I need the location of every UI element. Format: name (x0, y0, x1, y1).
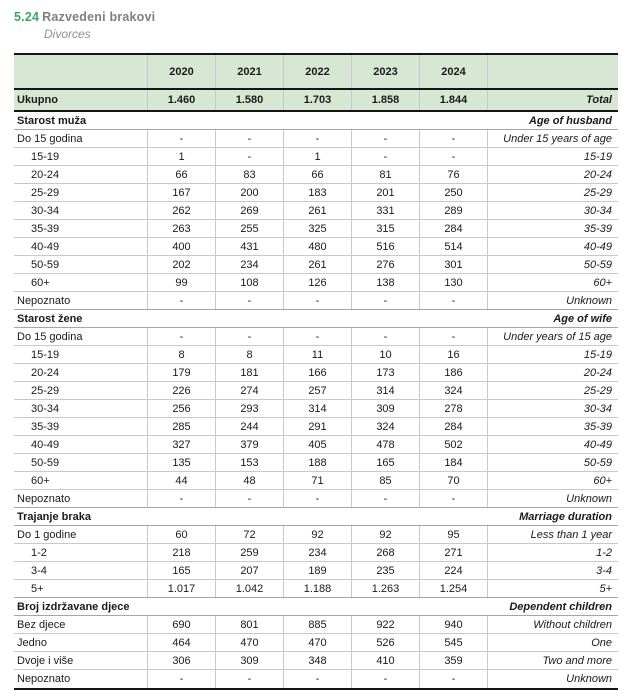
header-english-spacer (487, 55, 618, 88)
value-cell: - (419, 328, 487, 345)
value-cell: 173 (351, 364, 419, 381)
section-row (14, 508, 618, 526)
value-cell: 502 (419, 436, 487, 453)
value-cell: 276 (351, 256, 419, 273)
value-cell: - (283, 490, 351, 507)
value-cell: 315 (351, 220, 419, 237)
value-cell: 218 (147, 544, 215, 561)
value-cell: 278 (419, 400, 487, 417)
total-label-en: Total (487, 90, 618, 110)
value-cell: 8 (215, 346, 283, 363)
value-cell: 48 (215, 472, 283, 489)
value-cell: 309 (215, 652, 283, 669)
value-cell: 268 (351, 544, 419, 561)
value-cell: 10 (351, 346, 419, 363)
value-cell: - (351, 670, 419, 688)
value-cell: - (147, 670, 215, 688)
header-label-spacer (14, 55, 147, 88)
table-row (14, 274, 618, 292)
value-cell: 289 (419, 202, 487, 219)
value-cell: 95 (419, 526, 487, 543)
value-cell: 259 (215, 544, 283, 561)
value-cell: - (215, 670, 283, 688)
table-row (14, 184, 618, 202)
value-cell: 126 (283, 274, 351, 291)
total-row (14, 90, 618, 112)
table-body (14, 112, 618, 688)
value-cell: 348 (283, 652, 351, 669)
value-cell: 244 (215, 418, 283, 435)
value-cell: 224 (419, 562, 487, 579)
divorces-table (14, 53, 618, 690)
row-label-en: Under 15 years of age (487, 130, 618, 147)
value-cell: 153 (215, 454, 283, 471)
value-cell: 274 (215, 382, 283, 399)
value-cell: 234 (215, 256, 283, 273)
value-cell: - (419, 130, 487, 147)
value-cell: - (283, 292, 351, 309)
value-cell: 186 (419, 364, 487, 381)
value-cell: 188 (283, 454, 351, 471)
row-label: 30-34 (31, 204, 60, 217)
total-value: 1.580 (215, 90, 283, 110)
table-title (14, 10, 632, 24)
row-label: 25-29 (31, 186, 60, 199)
row-label-en: One (487, 634, 618, 651)
value-cell: 285 (147, 418, 215, 435)
row-label-en: 25-29 (487, 382, 618, 399)
value-cell: 690 (147, 616, 215, 633)
value-cell: 71 (283, 472, 351, 489)
value-cell: 200 (215, 184, 283, 201)
value-cell: 201 (351, 184, 419, 201)
value-cell: 72 (215, 526, 283, 543)
value-cell: - (147, 328, 215, 345)
row-label: Nepoznato (17, 673, 71, 685)
value-cell: 207 (215, 562, 283, 579)
year-header-2024: 2024 (419, 55, 487, 88)
value-cell: 284 (419, 418, 487, 435)
table-row (14, 382, 618, 400)
value-cell: 189 (283, 562, 351, 579)
value-cell: 271 (419, 544, 487, 561)
total-label: Ukupno (17, 94, 58, 106)
row-label: Nepoznato (17, 294, 71, 307)
year-header-2023: 2023 (351, 55, 419, 88)
row-label-en: 40-49 (487, 238, 618, 255)
total-value: 1.460 (147, 90, 215, 110)
value-cell: 256 (147, 400, 215, 417)
row-label-en: 25-29 (487, 184, 618, 201)
value-cell: 470 (283, 634, 351, 651)
table-row (14, 490, 618, 508)
value-cell: 464 (147, 634, 215, 651)
value-cell: 1.017 (147, 580, 215, 597)
row-label-en: 60+ (487, 274, 618, 291)
value-cell: 167 (147, 184, 215, 201)
value-cell: 324 (419, 382, 487, 399)
row-label-en: Unknown (487, 490, 618, 507)
value-cell: - (147, 130, 215, 147)
row-label-en: 50-59 (487, 454, 618, 471)
row-label-en: 1-2 (487, 544, 618, 561)
table-row (14, 580, 618, 598)
table-header-row (14, 55, 618, 90)
row-label-en: Unknown (487, 670, 618, 688)
value-cell: - (283, 670, 351, 688)
value-cell: 1.188 (283, 580, 351, 597)
value-cell: 202 (147, 256, 215, 273)
value-cell: 293 (215, 400, 283, 417)
row-label: 15-19 (31, 150, 60, 163)
value-cell: - (419, 148, 487, 165)
section-label-en: Age of wife (553, 312, 612, 325)
row-label: 40-49 (31, 240, 60, 253)
value-cell: 1 (283, 148, 351, 165)
table-row (14, 436, 618, 454)
value-cell: 184 (419, 454, 487, 471)
value-cell: 478 (351, 436, 419, 453)
value-cell: 226 (147, 382, 215, 399)
value-cell: 76 (419, 166, 487, 183)
section-label: Broj izdržavane djece (17, 600, 130, 613)
section-row (14, 112, 618, 130)
row-label-en: 35-39 (487, 220, 618, 237)
value-cell: 922 (351, 616, 419, 633)
value-cell: 181 (215, 364, 283, 381)
row-label-en: 3-4 (487, 562, 618, 579)
row-label: 5+ (31, 582, 44, 595)
row-label-en: 35-39 (487, 418, 618, 435)
value-cell: 309 (351, 400, 419, 417)
row-label: 20-24 (31, 168, 60, 181)
table-row (14, 346, 618, 364)
value-cell: 545 (419, 634, 487, 651)
value-cell: 261 (283, 202, 351, 219)
value-cell: 138 (351, 274, 419, 291)
value-cell: 801 (215, 616, 283, 633)
value-cell: - (419, 670, 487, 688)
value-cell: - (283, 130, 351, 147)
value-cell: - (419, 292, 487, 309)
total-value: 1.858 (351, 90, 419, 110)
row-label: 50-59 (31, 258, 60, 271)
table-row (14, 130, 618, 148)
table-row (14, 652, 618, 670)
value-cell: 263 (147, 220, 215, 237)
table-row (14, 148, 618, 166)
value-cell: 70 (419, 472, 487, 489)
value-cell: 166 (283, 364, 351, 381)
value-cell: 99 (147, 274, 215, 291)
table-row (14, 562, 618, 580)
value-cell: - (215, 292, 283, 309)
table-row (14, 238, 618, 256)
value-cell: 940 (419, 616, 487, 633)
value-cell: 431 (215, 238, 283, 255)
value-cell: 8 (147, 346, 215, 363)
table-row (14, 202, 618, 220)
value-cell: 135 (147, 454, 215, 471)
value-cell: 1.254 (419, 580, 487, 597)
row-label: Do 15 godina (17, 330, 83, 343)
row-label: 35-39 (31, 420, 60, 433)
row-label: 1-2 (31, 546, 47, 559)
table-row (14, 166, 618, 184)
table-row (14, 256, 618, 274)
value-cell: - (351, 328, 419, 345)
table-row (14, 454, 618, 472)
value-cell: 16 (419, 346, 487, 363)
row-label: 60+ (31, 276, 50, 289)
value-cell: - (351, 148, 419, 165)
value-cell: 291 (283, 418, 351, 435)
value-cell: 301 (419, 256, 487, 273)
table-row (14, 472, 618, 490)
value-cell: 81 (351, 166, 419, 183)
value-cell: 314 (283, 400, 351, 417)
value-cell: 92 (351, 526, 419, 543)
value-cell: 379 (215, 436, 283, 453)
row-label-en: 20-24 (487, 166, 618, 183)
row-label-en: 30-34 (487, 400, 618, 417)
value-cell: 83 (215, 166, 283, 183)
value-cell: - (351, 292, 419, 309)
value-cell: 325 (283, 220, 351, 237)
value-cell: 526 (351, 634, 419, 651)
value-cell: 60 (147, 526, 215, 543)
table-row (14, 220, 618, 238)
value-cell: 261 (283, 256, 351, 273)
row-label-en: 20-24 (487, 364, 618, 381)
table-row (14, 526, 618, 544)
section-row (14, 598, 618, 616)
section-label-en: Marriage duration (519, 510, 612, 523)
row-label: 15-19 (31, 348, 60, 361)
row-label: 60+ (31, 474, 50, 487)
value-cell: 1.042 (215, 580, 283, 597)
total-value: 1.703 (283, 90, 351, 110)
value-cell: 306 (147, 652, 215, 669)
value-cell: 359 (419, 652, 487, 669)
value-cell: 1 (147, 148, 215, 165)
value-cell: 183 (283, 184, 351, 201)
value-cell: 327 (147, 436, 215, 453)
value-cell: 235 (351, 562, 419, 579)
value-cell: 269 (215, 202, 283, 219)
section-label-en: Age of husband (528, 114, 612, 127)
row-label-en: 5+ (487, 580, 618, 597)
value-cell: - (283, 328, 351, 345)
row-label-en: Unknown (487, 292, 618, 309)
table-row (14, 328, 618, 346)
page-title: Razvedeni brakovi (42, 10, 156, 24)
value-cell: 130 (419, 274, 487, 291)
row-label: 50-59 (31, 456, 60, 469)
row-label: Nepoznato (17, 492, 71, 505)
table-row (14, 670, 618, 688)
value-cell: 516 (351, 238, 419, 255)
row-label-en: Less than 1 year (487, 526, 618, 543)
row-label: 25-29 (31, 384, 60, 397)
table-number: 5.24 (14, 10, 40, 24)
row-label-en: 15-19 (487, 148, 618, 165)
row-label: 20-24 (31, 366, 60, 379)
value-cell: 250 (419, 184, 487, 201)
table-row (14, 418, 618, 436)
value-cell: 314 (351, 382, 419, 399)
value-cell: - (147, 490, 215, 507)
value-cell: - (215, 130, 283, 147)
value-cell: 284 (419, 220, 487, 237)
row-label-en: 40-49 (487, 436, 618, 453)
value-cell: 11 (283, 346, 351, 363)
section-label: Starost muža (17, 114, 87, 127)
row-label: Do 15 godina (17, 132, 83, 145)
value-cell: 257 (283, 382, 351, 399)
value-cell: - (215, 490, 283, 507)
value-cell: 470 (215, 634, 283, 651)
value-cell: 66 (147, 166, 215, 183)
value-cell: 1.263 (351, 580, 419, 597)
row-label: Bez djece (17, 618, 66, 631)
row-label: 3-4 (31, 564, 47, 577)
value-cell: - (215, 148, 283, 165)
table-row (14, 616, 618, 634)
table-row (14, 634, 618, 652)
value-cell: - (351, 490, 419, 507)
value-cell: - (419, 490, 487, 507)
section-label: Trajanje braka (17, 510, 91, 523)
value-cell: 255 (215, 220, 283, 237)
total-value: 1.844 (419, 90, 487, 110)
value-cell: 108 (215, 274, 283, 291)
value-cell: 324 (351, 418, 419, 435)
value-cell: 234 (283, 544, 351, 561)
table-row (14, 400, 618, 418)
value-cell: 262 (147, 202, 215, 219)
value-cell: 92 (283, 526, 351, 543)
row-label-en: 15-19 (487, 346, 618, 363)
value-cell: - (215, 328, 283, 345)
section-row (14, 310, 618, 328)
value-cell: 331 (351, 202, 419, 219)
table-row (14, 292, 618, 310)
value-cell: 405 (283, 436, 351, 453)
section-label-en: Dependent children (509, 600, 612, 613)
row-label: Jedno (17, 636, 47, 649)
year-header-2021: 2021 (215, 55, 283, 88)
row-label: 35-39 (31, 222, 60, 235)
value-cell: 165 (351, 454, 419, 471)
section-label: Starost žene (17, 312, 83, 325)
year-header-2022: 2022 (283, 55, 351, 88)
value-cell: 400 (147, 238, 215, 255)
value-cell: 480 (283, 238, 351, 255)
table-row (14, 364, 618, 382)
row-label-en: 50-59 (487, 256, 618, 273)
title-block (0, 0, 632, 41)
row-label-en: Under years of 15 age (487, 328, 618, 345)
page-subtitle: Divorces (44, 27, 91, 41)
value-cell: 410 (351, 652, 419, 669)
value-cell: 165 (147, 562, 215, 579)
value-cell: 514 (419, 238, 487, 255)
value-cell: - (147, 292, 215, 309)
row-label-en: Two and more (487, 652, 618, 669)
value-cell: 85 (351, 472, 419, 489)
value-cell: 179 (147, 364, 215, 381)
value-cell: 885 (283, 616, 351, 633)
row-label-en: Without children (487, 616, 618, 633)
value-cell: 44 (147, 472, 215, 489)
row-label: 30-34 (31, 402, 60, 415)
year-header-2020: 2020 (147, 55, 215, 88)
value-cell: 66 (283, 166, 351, 183)
row-label: Dvoje i više (17, 654, 74, 667)
value-cell: - (351, 130, 419, 147)
row-label: Do 1 godine (17, 528, 77, 541)
row-label-en: 60+ (487, 472, 618, 489)
row-label-en: 30-34 (487, 202, 618, 219)
table-row (14, 544, 618, 562)
row-label: 40-49 (31, 438, 60, 451)
